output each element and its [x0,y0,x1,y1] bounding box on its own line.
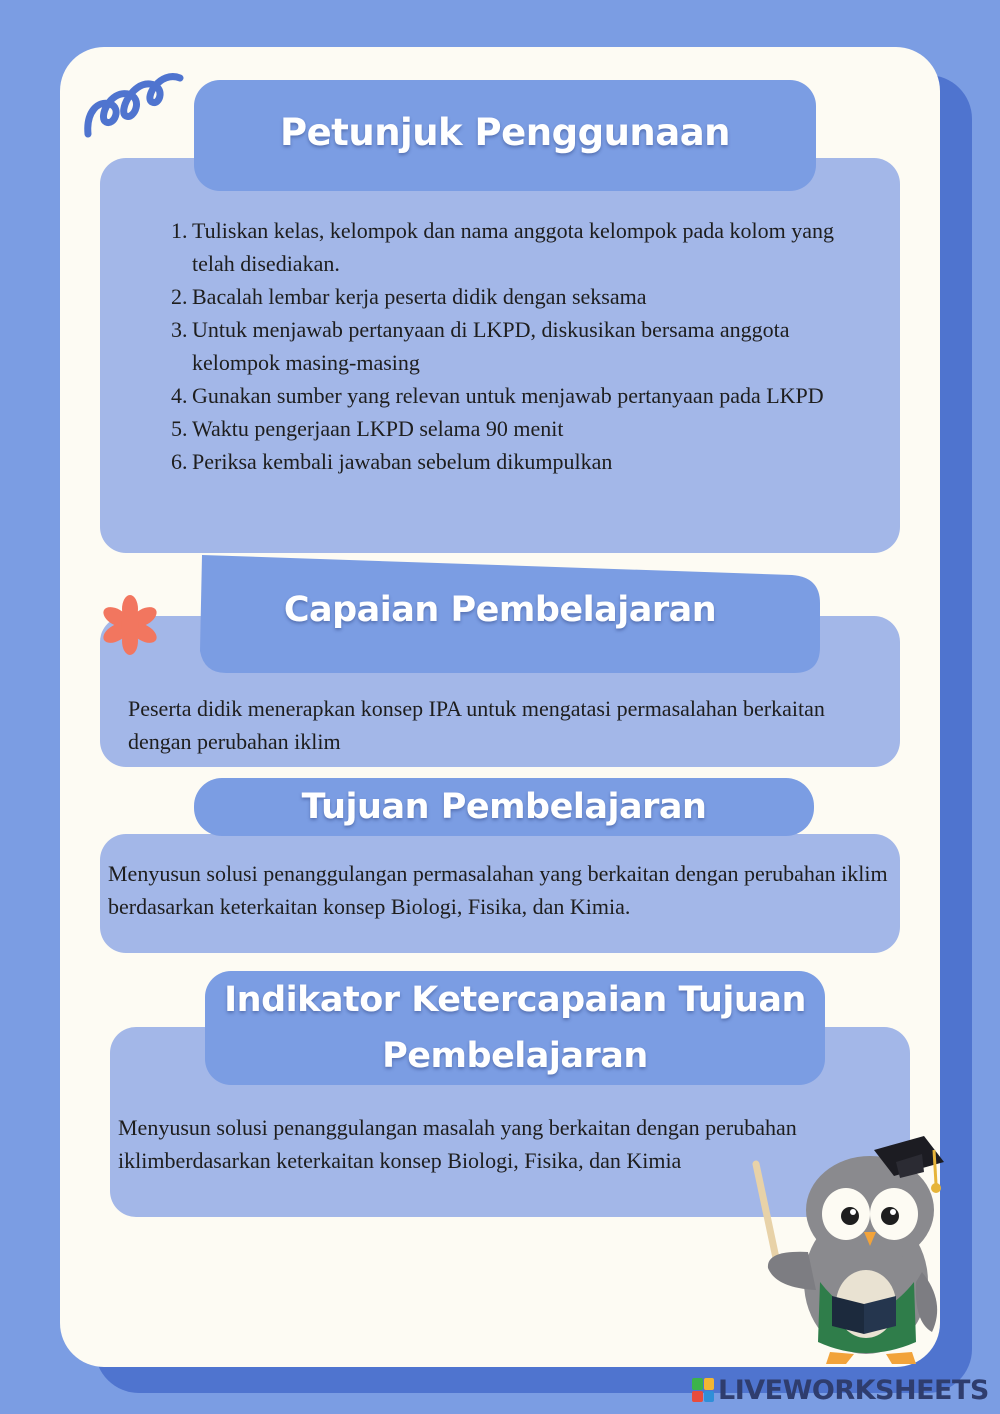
list-item: 6. Periksa kembali jawaban sebelum dikumpulkan [171,449,613,474]
flower-icon [99,594,161,656]
list-item: 3. Untuk menjawab pertanyaan di LKPD, diskusikan bersama anggota kelompok masing-masing [171,317,790,375]
indikator-title [205,971,825,1085]
tujuan-text: Menyusun solusi penanggulangan permasalahan yang berkaitan dengan perubahan iklim berdasarkan keterkaitan konsep Biologi, Fisika, dan Kimia. [108,861,888,919]
tujuan-title [194,778,814,836]
liveworksheets-watermark [692,1374,989,1406]
capaian-text: Peserta didik menerapkan konsep IPA untuk mengatasi permasalahan berkaitan dengan perubahan iklim [128,696,825,754]
list-item: 2. Bacalah lembar kerja peserta didik dengan seksama [171,284,647,309]
indikator-title-line2: Pembelajaran [382,1036,648,1076]
list-item: 1. Tuliskan kelas, kelompok dan nama anggota kelompok pada kolom yang telah disediakan. [171,218,834,276]
petunjuk-list [100,214,860,478]
petunjuk-title [194,80,816,191]
swirl-icon [80,62,186,140]
owl-teacher-icon [746,1132,948,1368]
indikator-title-line1: Indikator Ketercapaian Tujuan [224,980,806,1020]
petunjuk-title-text: Petunjuk Penggunaan [279,111,731,154]
capaian-title [190,565,810,655]
capaian-title-text: Capaian Pembelajaran [283,590,717,630]
list-item: 5. Waktu pengerjaan LKPD selama 90 menit [171,416,564,441]
tujuan-title-text: Tujuan Pembelajaran [301,787,707,827]
watermark-text: LIVEWORKSHEETS [718,1374,989,1406]
liveworksheets-logo-icon [692,1378,714,1402]
list-item: 4. Gunakan sumber yang relevan untuk menjawab pertanyaan pada LKPD [171,383,824,408]
indikator-text: Menyusun solusi penanggulangan masalah yang berkaitan dengan perubahan iklimberdasarkan keterkaitan konsep Biologi, Fisika, dan Kimia [118,1115,797,1173]
